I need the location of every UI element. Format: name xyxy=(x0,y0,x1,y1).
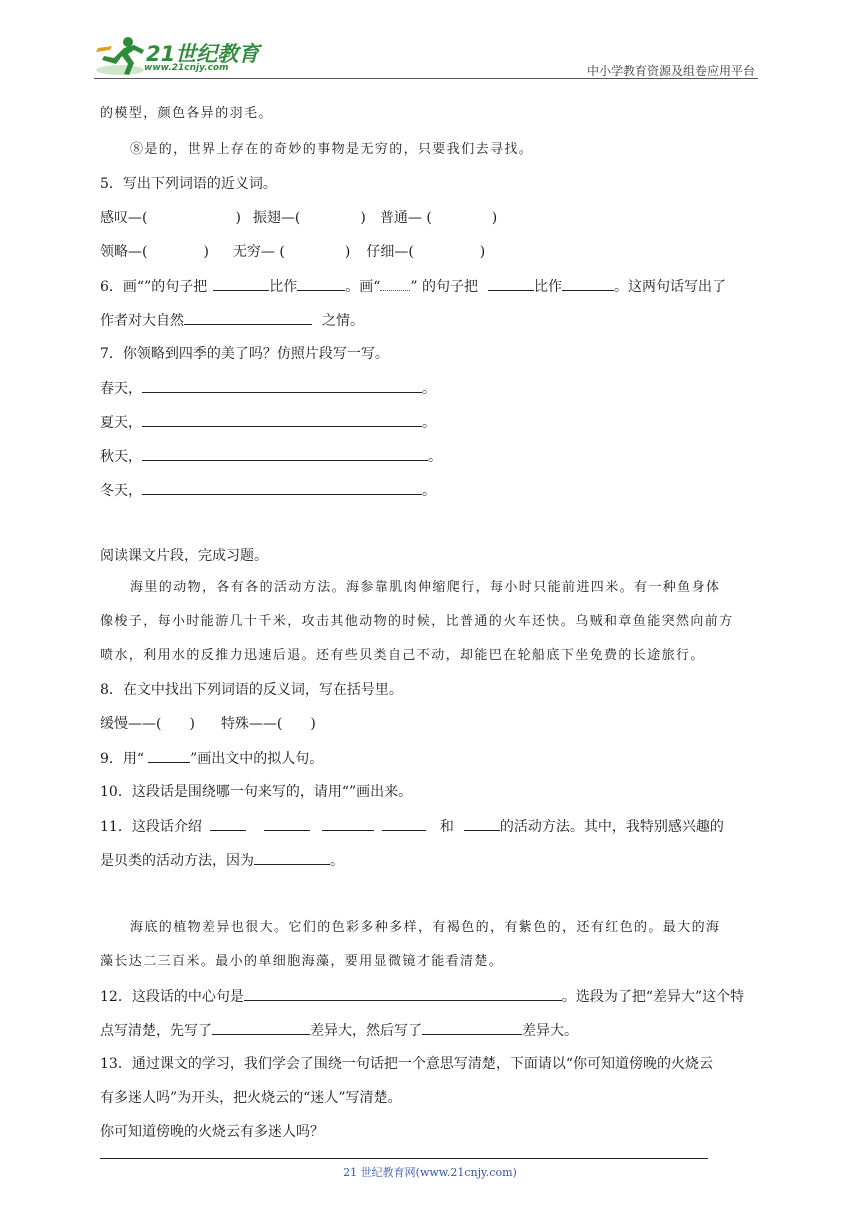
underline-sample xyxy=(148,748,190,763)
q9-text: ”画出文中的拟人句。 xyxy=(190,751,324,767)
question-10: 10．这段话是围绕哪一句来写的，请用“”画出来。 xyxy=(100,784,413,800)
period: 。 xyxy=(330,853,344,869)
word-label: 普通— ( xyxy=(379,210,432,226)
question-8-row xyxy=(100,714,316,734)
answer-blank[interactable] xyxy=(382,816,426,831)
passage-line: ⑧是的，世界上存在的奇妙的事物是无穷的，只要我们去寻找。 xyxy=(130,142,534,157)
question-12-line-1 xyxy=(100,986,744,1007)
q12-text: 差异大。 xyxy=(522,1023,578,1039)
word-label: 无穷— ( xyxy=(232,244,285,260)
question-5-stem: 5．写出下列词语的近义词。 xyxy=(100,176,277,192)
answer-blank[interactable] xyxy=(213,276,269,291)
answer-blank[interactable] xyxy=(244,986,562,1001)
paren-close: ) xyxy=(360,210,366,226)
season-line-summer xyxy=(100,412,436,433)
answer-blank[interactable] xyxy=(562,276,614,291)
passage-2-line: 海底的植物差异也很大。它们的色彩多种多样，有褐色的，有紫色的，还有红色的。最大的海 xyxy=(130,920,721,935)
q6-text: ”的句子把 xyxy=(144,279,208,295)
q6-text: 比作 xyxy=(534,279,563,295)
q12-text: 。选段为了把“差异大”这个特 xyxy=(561,989,745,1005)
logo-text: 21世纪教育 xyxy=(146,42,260,66)
q12-text: 12．这段话的中心句是 xyxy=(100,989,244,1005)
reading-paragraph-line: 喷水，利用水的反推力迅速后退。还有些贝类自己不动，却能巴在轮船底下坐免费的长途旅行。 xyxy=(100,648,705,663)
answer-blank[interactable] xyxy=(422,1020,522,1035)
answer-blank[interactable] xyxy=(142,378,422,393)
page-header xyxy=(0,0,860,90)
q11-text: 的活动方法。其中，我特别感兴趣的 xyxy=(499,819,724,835)
answer-blank[interactable] xyxy=(264,816,310,831)
q11-text: 11．这段话介绍 xyxy=(100,819,202,835)
reading-paragraph-line: 像梭子，每小时能游几十千米，攻击其他动物的时候，比普通的火车还快。乌贼和章鱼能突然向前方 xyxy=(100,614,734,629)
q12-text: 点写清楚，先写了 xyxy=(100,1023,212,1039)
question-13-line-3: 你可知道傍晚的火烧云有多迷人吗？ xyxy=(100,1124,324,1140)
q6-text: 作者对大自然 xyxy=(100,313,184,329)
q6-text: 。这两句话写出了 xyxy=(614,279,727,295)
word-label: 仔细—( xyxy=(366,244,414,260)
word-label: 缓慢——( xyxy=(100,716,162,732)
answer-blank[interactable] xyxy=(142,480,422,495)
word-label: 感叹—( xyxy=(100,210,148,226)
answer-blank[interactable] xyxy=(210,816,246,831)
q11-text: 是贝类的活动方法，因为 xyxy=(100,853,254,869)
question-8-stem: 8．在文中找出下列词语的反义词，写在括号里。 xyxy=(100,682,403,698)
period: 。 xyxy=(422,483,436,499)
reading-paragraph-line: 海里的动物，各有各的活动方法。海参靠肌肉伸缩爬行，每小时只能前进四米。有一种鱼身体 xyxy=(130,580,721,595)
word-label: 领略—( xyxy=(100,244,148,260)
season-line-spring xyxy=(100,378,436,399)
platform-name: 中小学教育资源及组卷应用平台 xyxy=(586,64,755,78)
q6-text: ” 的句子把 xyxy=(410,279,479,295)
paren-close: ) xyxy=(235,210,241,226)
q6-text: 比作 xyxy=(269,279,298,295)
footer-divider xyxy=(100,1158,708,1159)
question-11-line-2 xyxy=(100,850,344,871)
answer-blank[interactable] xyxy=(464,816,500,831)
period: 。 xyxy=(422,415,436,431)
paren-close: ) xyxy=(479,244,486,260)
header-divider xyxy=(94,78,758,79)
question-12-line-2 xyxy=(100,1020,578,1041)
answer-blank[interactable] xyxy=(212,1020,310,1035)
paren-close: ) xyxy=(491,210,498,226)
answer-blank[interactable] xyxy=(142,446,428,461)
question-9 xyxy=(100,748,323,769)
q6-text: 。画“ xyxy=(345,279,381,295)
q11-text: 和 xyxy=(439,819,454,835)
logo-url: www.21cnjy.com xyxy=(144,63,229,73)
passage-2-line: 藻长达二三百米。最小的单细胞海藻，要用显微镜才能看清楚。 xyxy=(100,954,504,969)
runner-logo-icon xyxy=(94,34,150,78)
paren-close: ) xyxy=(344,244,351,260)
paren-close: ) xyxy=(310,716,316,732)
question-13-line-2: 有多迷人吗”为开头，把火烧云的“迷人”写清楚。 xyxy=(100,1090,402,1106)
word-label: 特殊——( xyxy=(220,716,283,732)
season-label: 冬天， xyxy=(100,483,142,499)
season-line-autumn xyxy=(100,446,442,467)
wavy-line-sample xyxy=(380,276,410,291)
answer-blank[interactable] xyxy=(254,850,330,865)
q6-text: 之情。 xyxy=(322,313,364,329)
period: 。 xyxy=(428,449,442,465)
season-label: 春天， xyxy=(100,381,142,397)
season-label: 夏天， xyxy=(100,415,142,431)
question-5-row-1 xyxy=(100,208,497,228)
footer-text[interactable]: 21 世纪教育网(www.21cnjy.com) xyxy=(343,1166,517,1179)
question-6-line-2 xyxy=(100,310,364,331)
question-5-row-2 xyxy=(100,242,485,262)
period: 。 xyxy=(422,381,436,397)
reading-intro: 阅读课文片段，完成习题。 xyxy=(100,548,268,564)
season-label: 秋天， xyxy=(100,449,142,465)
word-label: 振翅—( xyxy=(252,210,301,226)
question-11-line-1 xyxy=(100,816,724,837)
season-line-winter xyxy=(100,480,436,501)
site-logo xyxy=(94,34,274,80)
paren-close: ) xyxy=(189,716,195,732)
q6-text: 6．画“ xyxy=(100,279,145,295)
question-7-stem: 7．你领略到四季的美了吗？仿照片段写一写。 xyxy=(100,346,389,362)
passage-line: 的模型，颜色各异的羽毛。 xyxy=(100,106,273,121)
question-13-line-1: 13．通过课文的学习，我们学会了围绕一句话把一个意思写清楚，下面请以“你可知道傍晚的火烧云 xyxy=(100,1056,713,1072)
q9-text: 9．用“ xyxy=(100,751,145,767)
answer-blank[interactable] xyxy=(142,412,422,427)
q12-text: 差异大，然后写了 xyxy=(310,1023,422,1039)
answer-blank[interactable] xyxy=(297,276,345,291)
answer-blank[interactable] xyxy=(184,310,312,325)
paren-close: ) xyxy=(203,244,209,260)
question-6-line-1 xyxy=(100,276,726,297)
answer-blank[interactable] xyxy=(322,816,374,831)
answer-blank[interactable] xyxy=(488,276,534,291)
